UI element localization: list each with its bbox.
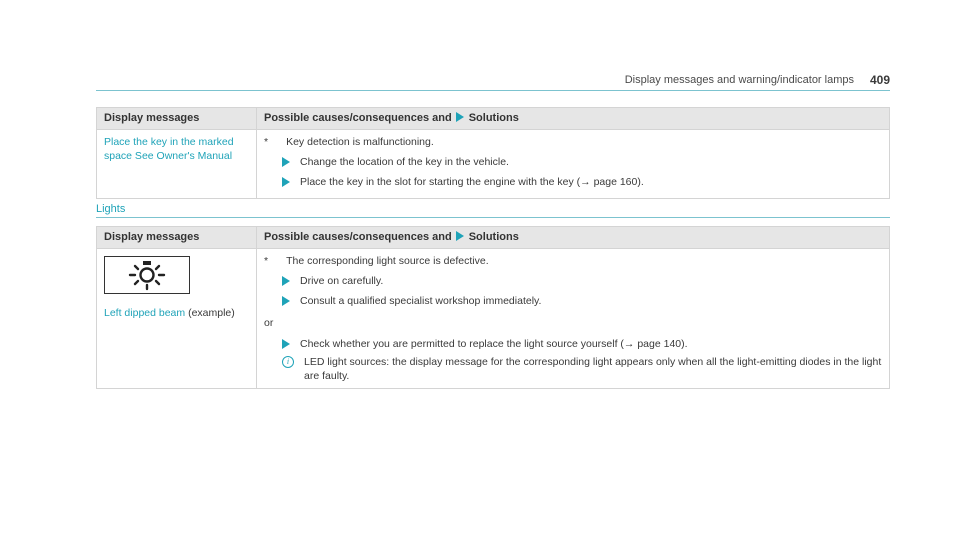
example-note: (example) <box>185 306 235 319</box>
message-cell <box>97 129 257 199</box>
step-text[interactable]: Place the key in the slot for starting the engine with the key (→ page 160). <box>300 176 644 189</box>
cause-line: * Key detection is malfunctioning. <box>264 135 434 148</box>
column-header-causes-solutions <box>257 108 890 130</box>
column-header-causes-label: Possible causes/consequences and <box>264 231 452 243</box>
or-separator: or <box>264 317 274 330</box>
cause-text: The corresponding light source is defective. <box>286 254 489 267</box>
solutions-cell <box>257 129 890 199</box>
table-row <box>97 129 890 199</box>
column-header-display-messages: Display messages <box>97 227 257 249</box>
step-item <box>282 294 882 308</box>
info-icon: i <box>282 356 294 368</box>
step-item <box>282 155 882 169</box>
table-header-row <box>97 108 890 130</box>
cause-line: * The corresponding light source is defective. <box>264 254 489 267</box>
step-item <box>282 274 882 288</box>
step-arrow-icon <box>282 177 290 187</box>
left-dipped-beam-link[interactable]: Left dipped beam <box>104 306 186 319</box>
step-item <box>282 175 882 189</box>
step-text: Change the location of the key in the vehicle. <box>300 156 509 169</box>
page-number: 409 <box>869 73 890 87</box>
step-text[interactable]: Check whether you are permitted to replace the light source yourself (→ page 140). <box>300 337 688 350</box>
table-row <box>97 248 890 388</box>
key-message-link[interactable]: Place the key in the marked space See Owner's Manual <box>104 135 234 163</box>
column-header-solutions-label: Solutions <box>468 112 519 124</box>
lights-message-table <box>96 226 890 389</box>
solutions-arrow-icon <box>456 231 464 241</box>
cause-text: Key detection is malfunctioning. <box>286 135 434 148</box>
column-header-solutions-label: Solutions <box>468 231 519 243</box>
solutions-cell <box>257 248 890 388</box>
column-header-causes-solutions <box>257 227 890 249</box>
header-title: Display messages and warning/indicator lamps <box>624 74 854 86</box>
step-arrow-icon <box>282 339 290 349</box>
step-arrow-icon <box>282 157 290 167</box>
info-text: LED light sources: the display message for the corresponding light appears only when all the light-emitting diodes in the light are faulty. <box>304 355 882 382</box>
section-title-lights: Lights <box>96 203 890 218</box>
key-message-table <box>96 107 890 199</box>
message-cell <box>97 248 257 388</box>
step-arrow-icon <box>282 276 290 286</box>
page-header <box>96 72 890 91</box>
solutions-arrow-icon <box>456 112 464 122</box>
column-header-display-messages: Display messages <box>97 108 257 130</box>
info-note <box>282 355 882 383</box>
table-header-row <box>97 227 890 249</box>
step-text: Consult a qualified specialist workshop immediately. <box>300 295 542 308</box>
column-header-causes-label: Possible causes/consequences and <box>264 112 452 124</box>
step-item <box>282 337 882 351</box>
headlamp-indicator-box <box>104 256 190 294</box>
step-arrow-icon <box>282 296 290 306</box>
step-text: Drive on carefully. <box>300 275 384 288</box>
headlamp-bulb-icon <box>124 259 170 291</box>
